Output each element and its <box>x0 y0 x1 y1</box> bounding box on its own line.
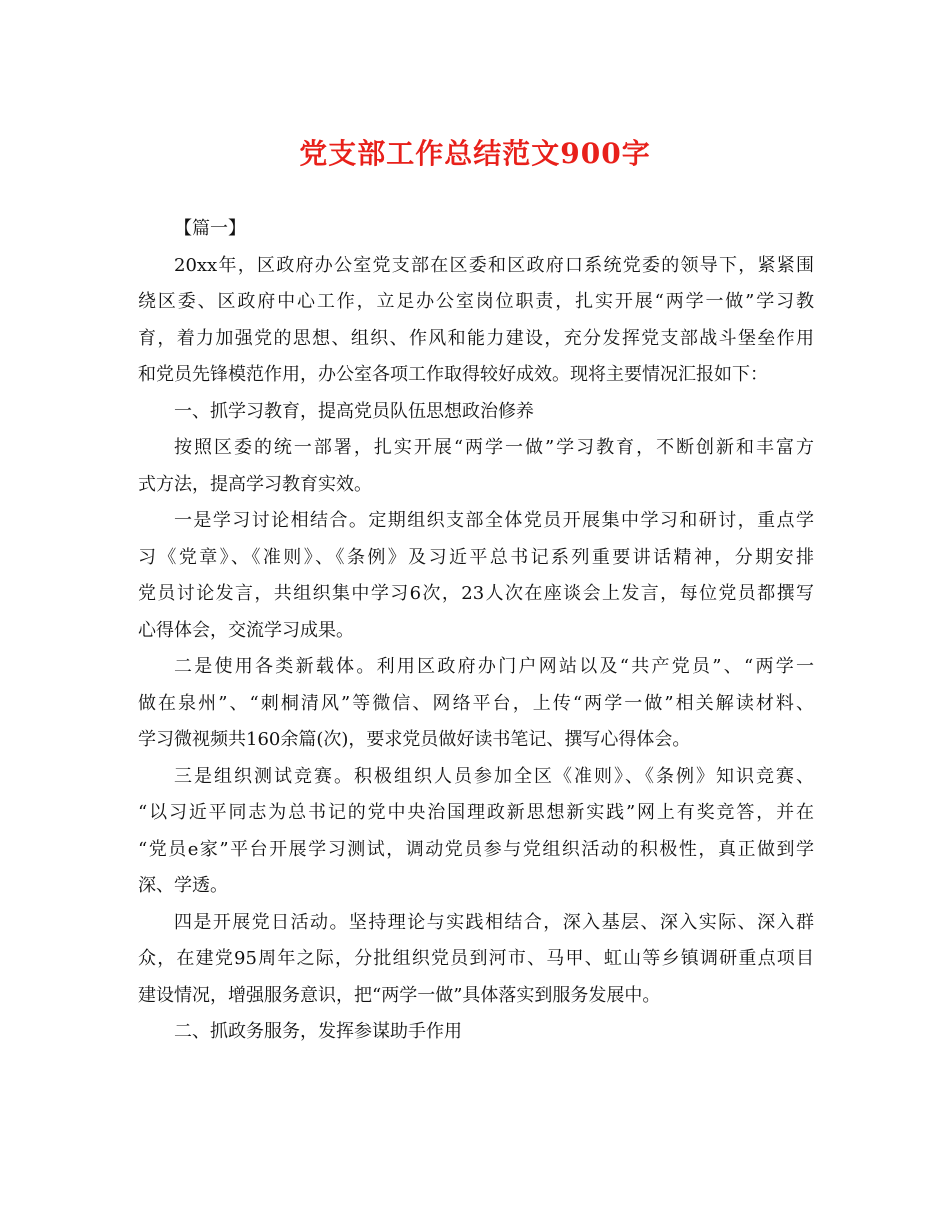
text-line: “以习近平同志为总书记的党中央治国理政新思想新实践”网上有奖竞答，并在 <box>138 802 814 823</box>
text-line: 二、抓政务服务，发挥参谋助手作用 <box>174 1021 462 1042</box>
text-line: 习《党章》、《准则》、《条例》及习近平总书记系列重要讲话精神，分期安排 <box>138 546 814 568</box>
document-body <box>138 211 814 1051</box>
text-line: 二是使用各类新载体。利用区政府办门户网站以及“共产党员”、“两学一 <box>174 656 814 677</box>
text-line: 众，在建党95周年之际，分批组织党员到河市、马甲、虹山等乡镇调研重点项目 <box>138 948 814 969</box>
text-line: 绕区委、区政府中心工作，立足办公室岗位职责，扎实开展“两学一做”学习教 <box>138 291 814 312</box>
document-title: 党支部工作总结范文900字 <box>299 137 651 170</box>
text-line: 党员讨论发言，共组织集中学习6次，23人次在座谈会上发言，每位党员都撰写 <box>138 583 814 604</box>
text-line: 学习微视频共160余篇(次)，要求党员做好读书笔记、撰写心得体会。 <box>138 729 691 750</box>
text-line: “党员e家”平台开展学习测试，调动党员参与党组织活动的积极性，真正做到学 <box>138 838 814 860</box>
text-line: 四是开展党日活动。坚持理论与实践相结合，深入基层、深入实际、深入群 <box>174 911 814 933</box>
text-line: 深、学透。 <box>138 875 228 896</box>
text-line: 按照区委的统一部署，扎实开展“两学一做”学习教育，不断创新和丰富方 <box>174 437 814 458</box>
text-line: 育，着力加强党的思想、组织、作风和能力建设，充分发挥党支部战斗堡垒作用 <box>138 327 814 349</box>
text-line: 【篇一】 <box>174 218 246 239</box>
text-line: 心得体会，交流学习成果。 <box>138 619 354 641</box>
text-line: 和党员先锋模范作用，办公室各项工作取得较好成效。现将主要情况汇报如下： <box>138 364 768 385</box>
text-line: 20xx年，区政府办公室党支部在区委和区政府口系统党委的领导下，紧紧围 <box>174 254 814 276</box>
text-line: 一、抓学习教育，提高党员队伍思想政治修养 <box>174 400 534 422</box>
text-line: 建设情况，增强服务意识，把“两学一做”具体落实到服务发展中。 <box>138 984 661 1006</box>
text-line: 做在泉州”、“刺桐清风”等微信、网络平台，上传“两学一做”相关解读材料、 <box>138 692 814 714</box>
text-line: 三是组织测试竞赛。积极组织人员参加全区《准则》、《条例》知识竞赛、 <box>174 765 814 787</box>
text-line: 式方法，提高学习教育实效。 <box>138 473 372 495</box>
text-line: 一是学习讨论相结合。定期组织支部全体党员开展集中学习和研讨，重点学 <box>174 510 814 531</box>
